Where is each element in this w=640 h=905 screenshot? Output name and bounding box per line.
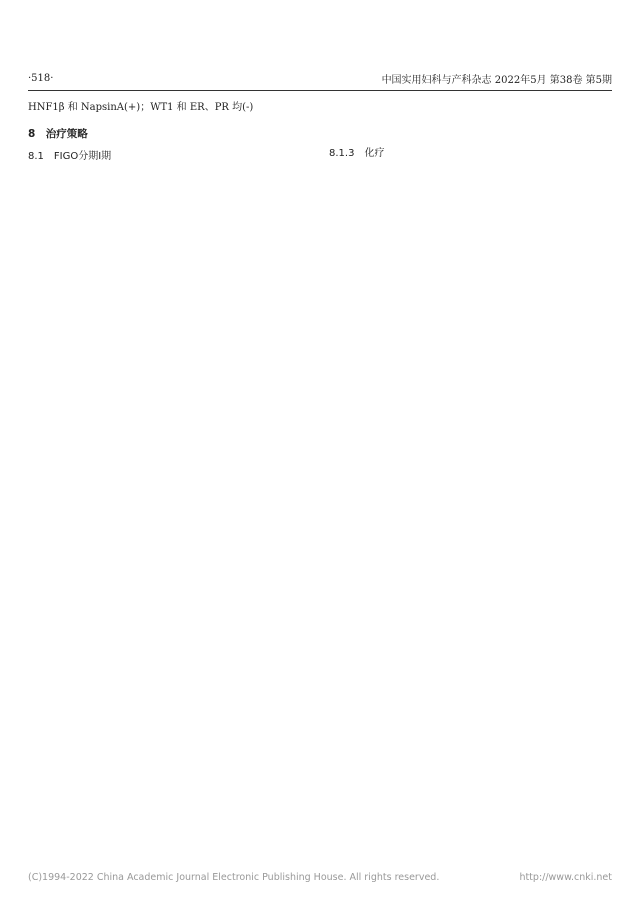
copyright-notice: (C)1994-2022 China Academic Journal Electronic Publishing House. All rights reserved. <box>28 872 440 883</box>
right-column <box>329 100 612 845</box>
cnki-link[interactable]: http://www.cnki.net <box>519 872 612 883</box>
two-column-body <box>28 100 612 845</box>
running-header <box>28 70 612 91</box>
section-heading: 8 治疗策略 <box>28 128 88 140</box>
left-column <box>28 100 311 845</box>
journal-name: 中国实用妇科与产科杂志 2022年5月 第38卷 第5期 <box>381 74 612 86</box>
copyright-footer <box>28 872 612 883</box>
unreadable-paragraph <box>329 168 612 208</box>
opening-line: HNF1β 和 NapsinA(+)；WT1 和 ER、PR 均(-) <box>28 102 254 113</box>
unreadable-paragraph <box>329 100 612 140</box>
unreadable-paragraph <box>28 171 311 211</box>
subsection-heading: 8.1.3 化疗 <box>329 148 385 159</box>
page-number: ·518· <box>28 72 54 84</box>
subsection-heading: 8.1 FIGO分期Ⅰ期 <box>28 150 112 162</box>
